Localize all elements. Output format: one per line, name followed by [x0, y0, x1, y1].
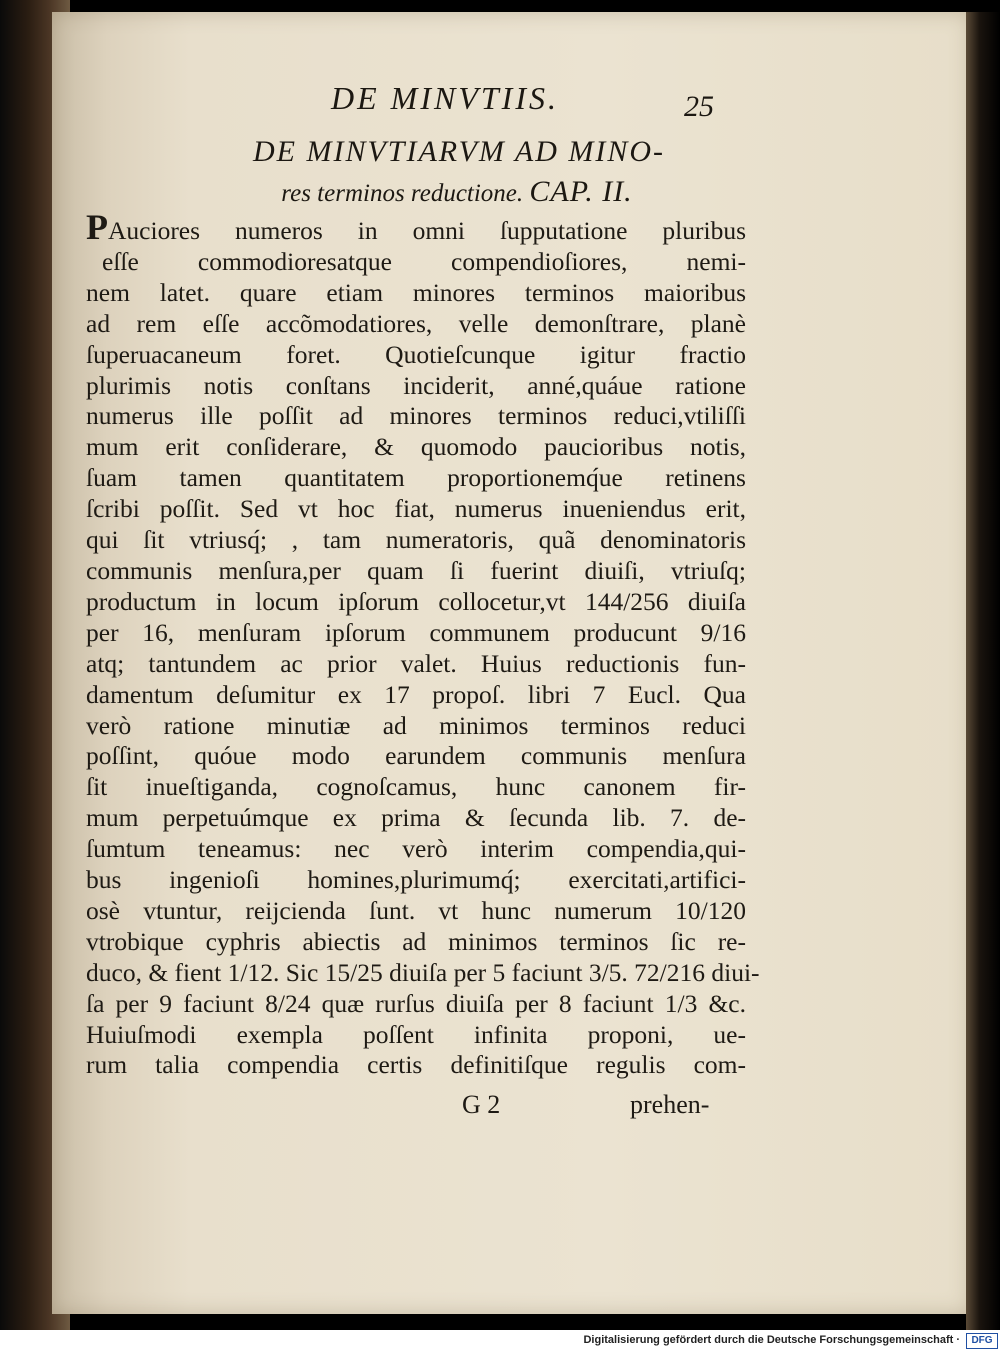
text-line: mum erit conſiderare, & quomodo paucioribus notis,: [86, 432, 746, 462]
chapter-title: [52, 132, 970, 214]
text-line: mum perpetuúmque ex prima & ſecunda lib. 7. de-: [86, 803, 746, 833]
text-line: vtrobique cyphris abiectis ad minimos terminos ſic re-: [86, 926, 746, 956]
text-line: plurimis notis conſtans inciderit, anné,quáue ratione: [86, 370, 746, 400]
chapter-title-text: res terminos reductione.: [281, 180, 524, 207]
text-line: ſa per 9 faciunt 8/24 quæ rurſus diuiſa per 8 faciunt 1/3 &c.: [86, 988, 746, 1018]
chapter-cap-label: CAP. II.: [529, 175, 633, 208]
book-right-edge: [966, 12, 1000, 1330]
text-line: ſumtum teneamus: nec verò interim compendia,qui-: [86, 834, 746, 864]
text-line: productum in locum ipſorum collocetur,vt 144/256 diuiſa: [86, 586, 746, 616]
page-number: 25: [684, 90, 714, 123]
digitization-credit: Digitalisierung gefördert durch die Deutsche Forschungsgemeinschaft ·: [583, 1334, 960, 1346]
text-line: damentum deſumitur ex 17 propoſ. libri 7 Eucl. Qua: [86, 679, 746, 709]
text-line: eſſe commodioresatque compendioſiores, nemi-: [102, 246, 746, 276]
text-line: osè vtuntur, reijcienda ſunt. vt hunc numerum 10/120: [86, 895, 746, 925]
text-line: poſſint, quóue modo earundem communis menſura: [86, 741, 746, 771]
text-line: per 16, menſuram ipſorum communem producunt 9/16: [86, 617, 746, 647]
text-line: ſit inueſtiganda, cognoſcamus, hunc canonem fir-: [86, 772, 746, 802]
text-line: qui ſit vtriusq́; , tam numeratoris, quã denominatoris: [86, 525, 746, 555]
text-line: ſcribi poſſit. Sed vt hoc fiat, numerus inueniendus erit,: [86, 494, 746, 524]
catchword: prehen-: [630, 1090, 710, 1119]
text-line: ſuam tamen quantitatem proportionemq́ue retinens: [86, 463, 746, 493]
text-line: nem latet. quare etiam minores terminos maioribus: [86, 277, 746, 307]
text-line: [86, 207, 746, 247]
text-line: verò ratione minutiæ ad minimos terminos reduci: [86, 710, 746, 740]
text-line-content: Auciores numeros in omni ſupputatione pluribus: [108, 216, 746, 245]
running-title: DE MINVTIIS.: [331, 80, 559, 116]
initial-letter: P: [86, 207, 108, 247]
text-line: communis menſura,per quam ſi fuerint diuiſi, vtriuſq;: [86, 555, 746, 585]
text-line: Huiuſmodi exempla poſſent infinita proponi, ue-: [86, 1019, 746, 1049]
chapter-title-line1: DE MINVTIARVM AD MINO-: [253, 135, 665, 168]
body-text: [86, 207, 760, 1081]
text-line: ad rem eſſe accõmodatiores, velle demonſtrare, planè: [86, 308, 746, 338]
text-line: ſuperuacaneum foret. Quotieſcunque igitur fractio: [86, 339, 746, 369]
text-line: bus ingenioſi homines,plurimumq́; exercitati,artifici-: [86, 865, 746, 895]
signature-mark: G 2: [462, 1090, 501, 1119]
text-line: rum talia compendia certis definitiſque regulis com-: [86, 1050, 746, 1080]
chapter-title-line2: [0, 172, 916, 214]
text-line: duco, & fient 1/12. Sic 15/25 diuiſa per 5 faciunt 3/5. 72/216 diui-: [86, 957, 760, 987]
text-line: numerus ille poſſit ad minores terminos reduci,vtiliſſi: [86, 401, 746, 431]
dfg-logo-icon: DFG: [966, 1333, 998, 1349]
text-line: atq; tantundem ac prior valet. Huius reductionis fun-: [86, 648, 746, 678]
